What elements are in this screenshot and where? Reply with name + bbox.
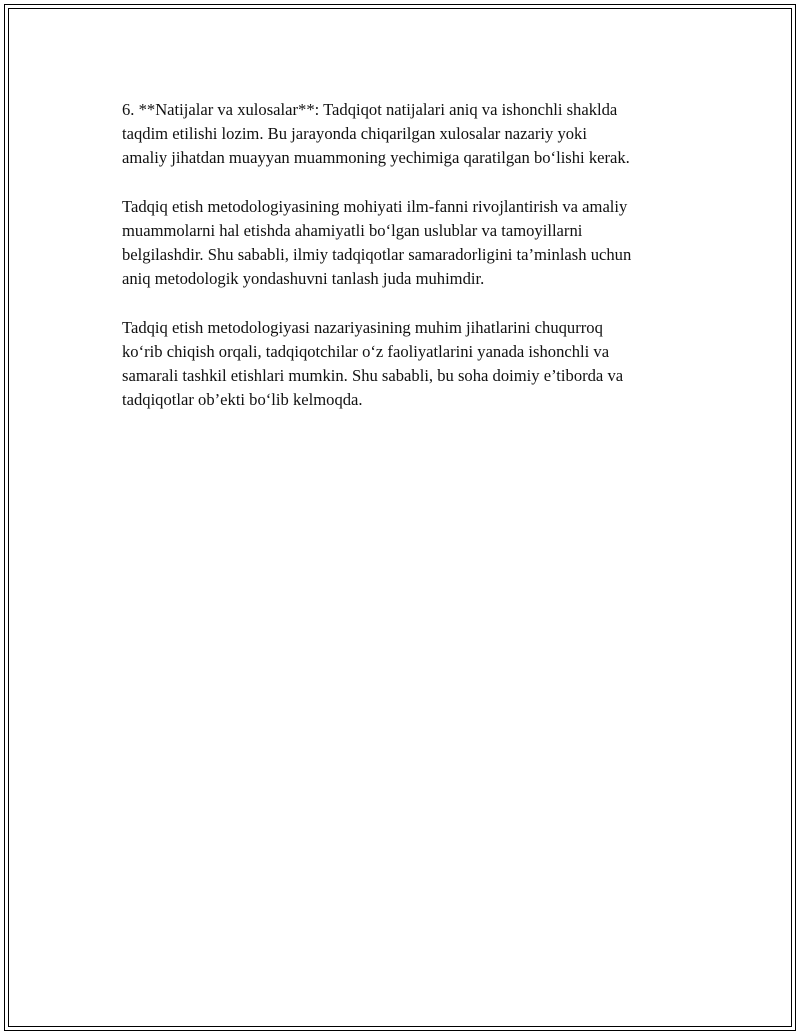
paragraph-results-conclusions xyxy=(122,98,702,171)
page-border xyxy=(4,4,796,1031)
document-body xyxy=(122,98,702,437)
text-line: aniq metodologik yondashuvni tanlash juda muhimdir. xyxy=(122,269,485,289)
text-line: ko‘rib chiqish orqali, tadqiqotchilar o‘z faoliyatlarini yanada ishonchli va xyxy=(122,342,610,361)
text-line: Tadqiq etish metodologiyasining mohiyati ilm-fanni rivojlantirish va amaliy xyxy=(122,196,628,216)
text-line: amaliy jihatdan muayyan muammoning yechimiga qaratilgan bo‘lishi kerak. xyxy=(122,148,630,168)
paragraph-methodology-theory xyxy=(122,316,702,413)
text-line: Tadqiq etish metodologiyasi nazariyasining muhim jihatlarini chuqurroq xyxy=(122,317,603,337)
text-line: tadqiqotlar ob’ekti bo‘lib kelmoqda. xyxy=(122,390,363,410)
paragraph-methodology-essence xyxy=(122,195,702,292)
text-line: 6. **Natijalar va xulosalar**: Tadqiqot natijalari aniq va ishonchli shaklda xyxy=(122,100,618,119)
text-line: samarali tashkil etishlari mumkin. Shu sababli, bu soha doimiy e’tiborda va xyxy=(122,366,624,386)
text-line: muammolarni hal etishda ahamiyatli bo‘lgan uslublar va tamoyillarni xyxy=(122,221,583,240)
text-line: taqdim etilishi lozim. Bu jarayonda chiqarilgan xulosalar nazariy yoki xyxy=(122,124,587,144)
text-line: belgilashdir. Shu sababli, ilmiy tadqiqotlar samaradorligini ta’minlash uchun xyxy=(122,245,632,265)
